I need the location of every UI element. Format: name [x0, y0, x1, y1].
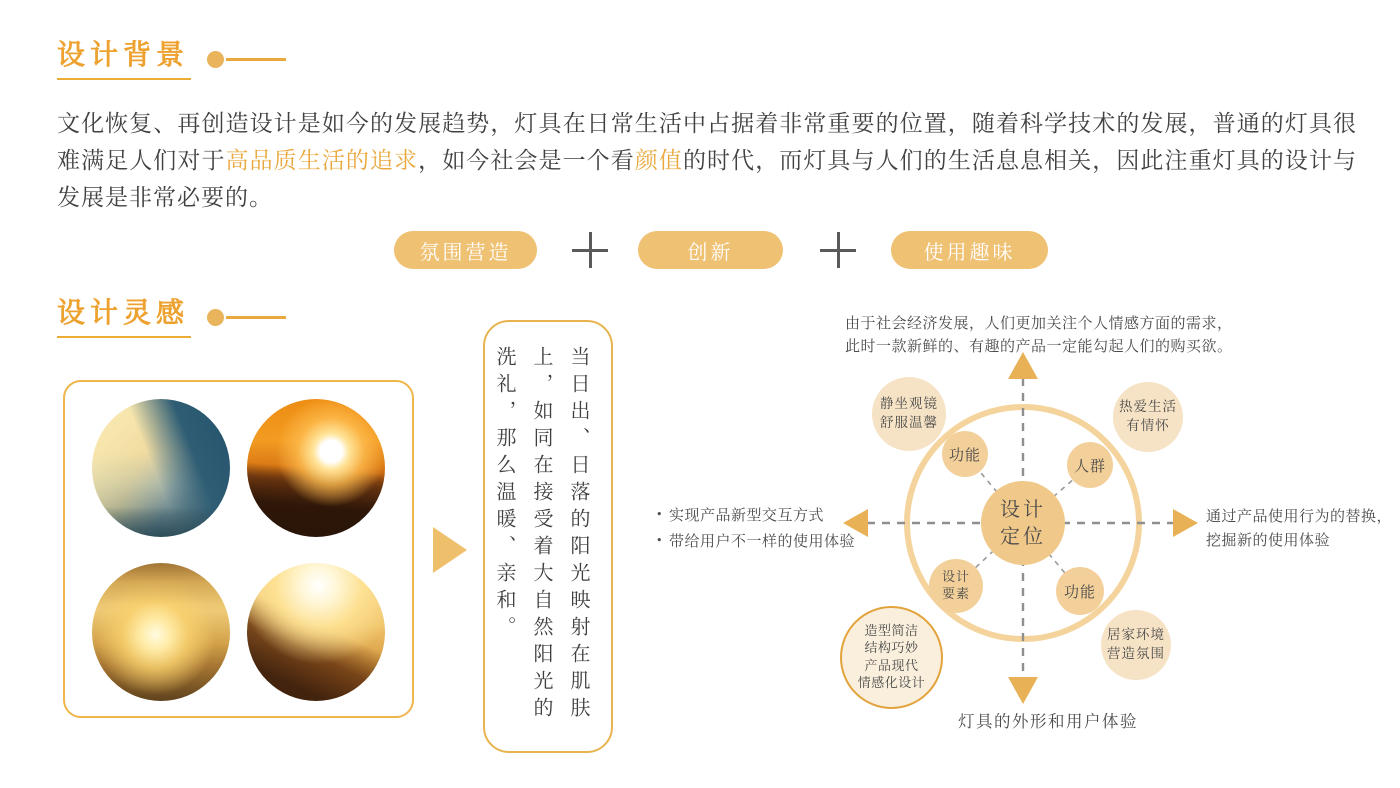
node-function-lower: 功能	[1056, 567, 1104, 615]
inspiration-photo-panel	[63, 380, 414, 718]
satellite-home-ambience	[1101, 610, 1171, 680]
satellite-line: 静坐观镜	[880, 396, 938, 412]
satellite-line: 营造氛围	[1107, 646, 1165, 662]
arrow-right-icon	[1173, 509, 1198, 537]
caption-line: 通过产品使用行为的替换，	[1206, 507, 1393, 525]
inspiration-title: 设计灵感	[57, 298, 191, 338]
caption-line: 此时一款新鲜的、有趣的产品一定能勾起人们的购买欲。	[845, 337, 1233, 355]
caption-line: 由于社会经济发展，人们更加关注个人情感方面的需求，	[845, 314, 1233, 332]
center-node-design-positioning	[981, 481, 1065, 565]
satellite-line: 情感化设计	[857, 676, 926, 691]
center-node-line: 设计	[1000, 497, 1046, 521]
node-crowd: 人群	[1067, 442, 1113, 488]
bullet-icon: •	[656, 508, 663, 521]
arrow-right-icon	[433, 527, 467, 573]
bullet-text: 实现产品新型交互方式	[669, 506, 825, 524]
satellite-line: 结构巧妙	[864, 641, 919, 656]
pill-atmosphere: 氛围营造	[394, 231, 537, 269]
quote-column: 洗礼，那么温暖、亲和。	[493, 346, 517, 643]
background-paragraph	[57, 106, 1357, 217]
inspiration-title-row	[57, 298, 286, 338]
pill-fun: 使用趣味	[891, 231, 1048, 269]
node-line: 要素	[941, 587, 970, 602]
satellite-line: 热爱生活	[1119, 399, 1177, 415]
diagram-bottom-caption: 灯具的外形和用户体验	[958, 712, 1138, 731]
paragraph-segment: ，如今社会是一个看	[418, 148, 635, 174]
title-dot-icon	[207, 309, 224, 326]
quote-column: 上，如同在接受着大自然阳光的	[530, 346, 554, 724]
node-design-elements	[929, 559, 983, 613]
satellite-line: 产品现代	[864, 658, 919, 674]
paragraph-segment: 的时代，而灯具与人们的生活息息相关，因此注重灯具的设计与发展是非常必要的。	[57, 148, 1358, 211]
node-function-upper: 功能	[942, 431, 988, 477]
bullet-line	[656, 529, 855, 555]
inspiration-quote-box	[483, 320, 613, 753]
paragraph-highlight: 高品质生活的追求	[225, 148, 419, 174]
satellite-love-life	[1113, 382, 1183, 452]
diagram-right-caption	[1206, 504, 1400, 552]
arrow-down-icon	[1008, 677, 1038, 704]
satellite-sit-and-view	[872, 377, 946, 451]
paragraph-highlight: 颜值	[634, 148, 683, 174]
photo-teal-mountain-sunrays	[92, 399, 230, 537]
title-line-icon	[226, 58, 286, 61]
bullet-icon: •	[656, 534, 663, 547]
background-title: 设计背景	[57, 40, 191, 80]
satellite-line: 有情怀	[1126, 418, 1170, 434]
bullet-text: 带给用户不一样的使用体验	[669, 532, 856, 550]
background-title-row	[57, 40, 286, 80]
bullet-line	[656, 503, 855, 529]
satellite-line: 舒服温馨	[880, 415, 938, 431]
diagram-top-caption	[845, 312, 1233, 358]
node-line: 设计	[941, 570, 970, 585]
pill-innovation: 创新	[638, 231, 783, 269]
plus-icon	[820, 232, 856, 268]
plus-icon	[572, 232, 608, 268]
diagram-left-caption	[656, 503, 855, 555]
quote-column: 当日出、日落的阳光映射在肌肤	[567, 346, 591, 724]
center-node-line: 定位	[1000, 524, 1046, 548]
title-dot-icon	[207, 51, 224, 68]
title-line-icon	[226, 316, 286, 319]
paragraph-segment: 文化恢复、再创造设计是如今的发展趋势，灯具在日常生活中占据着非常重要的位置，随着科学技术的发展，普通的灯具很难满足人们对于	[57, 111, 1357, 174]
satellite-modern-emotional-design	[840, 606, 943, 709]
caption-line: 挖掘新的使用体验	[1206, 531, 1331, 549]
satellite-line: 居家环境	[1107, 627, 1165, 643]
photo-orange-sunset-sun	[247, 399, 385, 537]
photo-golden-clouds-sunrise	[92, 563, 230, 701]
satellite-line: 造型简洁	[864, 623, 919, 639]
photo-bright-sun-misty-peaks	[247, 563, 385, 701]
